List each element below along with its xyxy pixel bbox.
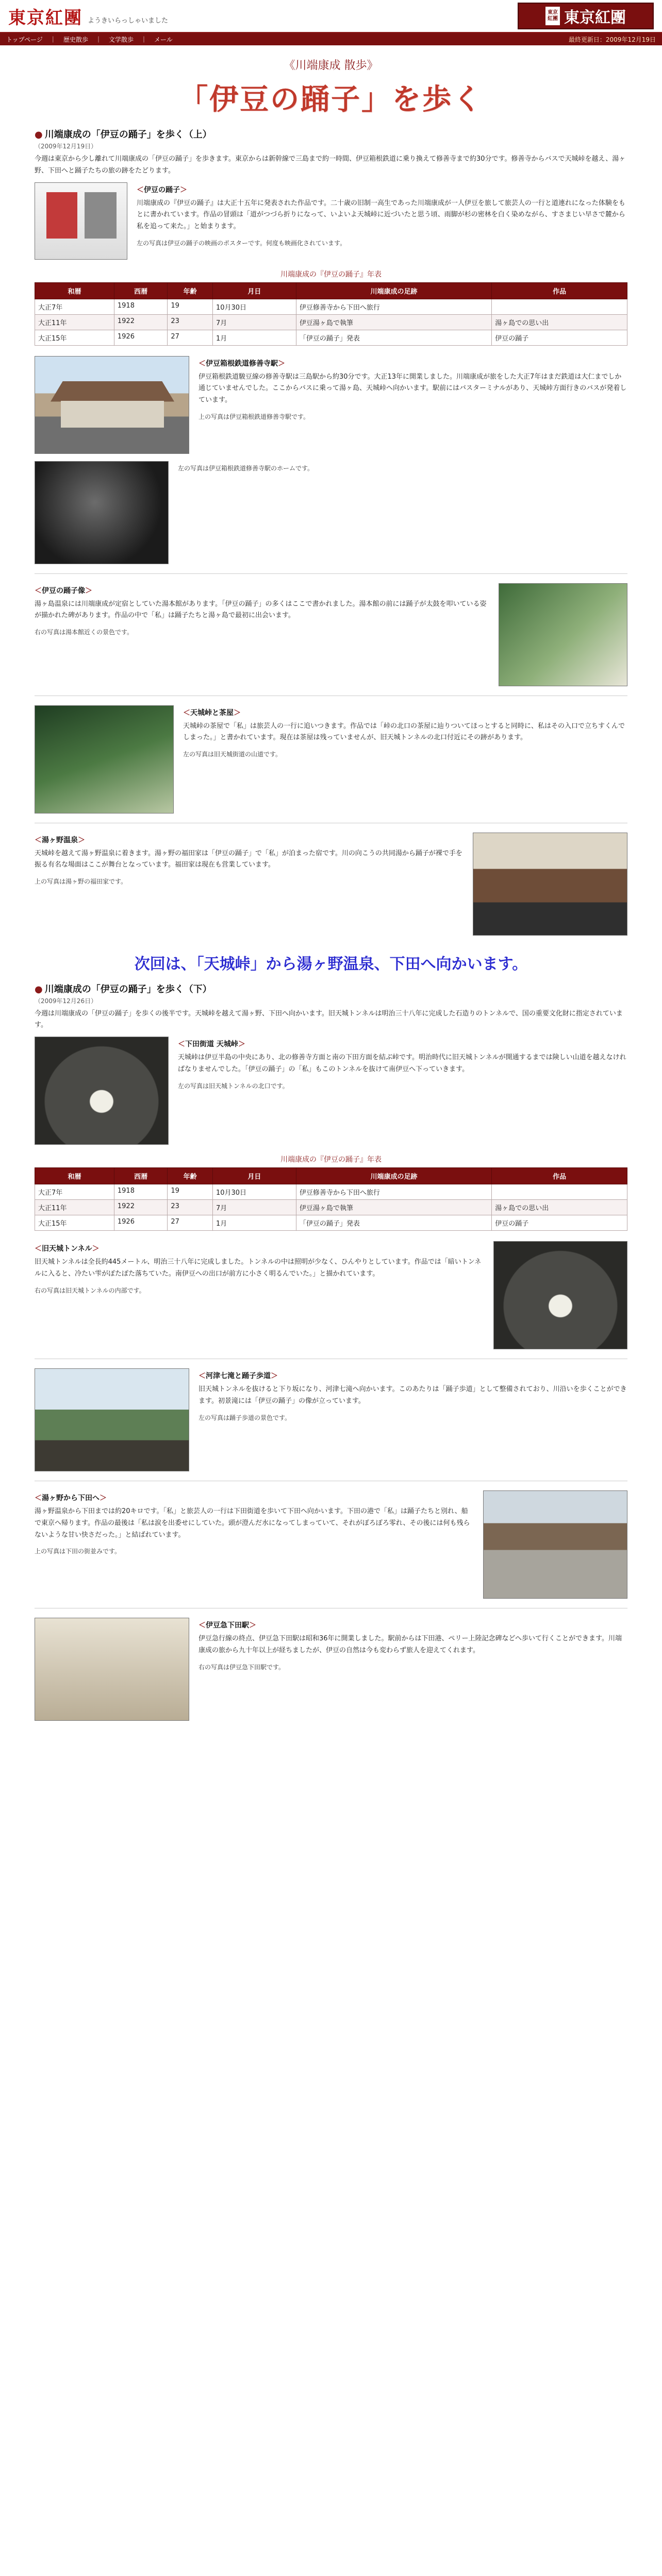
table-row: 大正15年 1926 27 1月 「伊豆の踊子」発表 伊豆の踊子 [35,330,627,345]
site-logo[interactable]: 東京紅團 [8,7,82,28]
yugano-label: ＜伊豆の踊子像＞ [35,586,92,595]
shimoda-note: 上の写真は下田の街並みです。 [35,1548,121,1555]
nav-bar: トップページ ｜ 歴史散歩 ｜ 文学散歩 ｜ メール 最終更新日：2009年12月19日 [0,33,662,45]
yugano-row [35,583,627,686]
poster-label: ＜伊豆の踊子＞ [137,185,187,194]
bullet-icon: ● [35,984,43,995]
platform-note: 左の写真は伊豆箱根鉄道修善寺駅のホームです。 [178,464,314,472]
port-row [35,1618,627,1721]
shimoda-photo[interactable] [483,1490,627,1599]
table-row: 大正7年 1918 19 10月30日 伊豆修善寺から下田へ旅行 [35,299,627,314]
main-content [35,45,627,1721]
article2-heading: ● 川端康成の「伊豆の踊子」を歩く（下） [35,984,212,995]
logo-box-text: 東京紅團 [564,9,626,27]
tunnel-a-row [35,705,627,814]
station-text: 伊豆箱根鉄道駿豆線の修善寺駅は三島駅から約30分です。大正13年に開業しました。川端康成が旅をした大正7年はまだ鉄道は大仁までしか通じていませんでした。ここからバスに乗って湯ヶ島、天城峠へ向かいます。駅前にはバスターミナルがあり、天城峠方面行きのバスが発着しています。 [198,372,627,404]
table2-col-work: 作品 [492,1168,627,1184]
bullet-icon: ● [35,129,43,140]
port-text: 伊豆急行線の終点、伊豆急下田駅は昭和36年に開業しました。駅前からは下田港、ペリー上陸記念碑などへ歩いて行くことができます。川端康成の旅から九十年以上が経ちましたが、伊豆の自然は今も変わらず旅人を迎えてくれます。 [198,1635,622,1654]
table2-caption: 川端康成の『伊豆の踊子』年表 [280,1156,382,1164]
nav-item-history[interactable]: 歴史散歩 [63,36,88,43]
port-note: 右の写真は伊豆急下田駅です。 [198,1663,285,1671]
next-episode-title: 次回は、「天城峠」から湯ヶ野温泉、下田へ向かいます。 [134,955,528,973]
chronology-table-1 [35,282,627,346]
article1-intro: 今週は東京から少し離れて川端康成の「伊豆の踊子」を歩きます。東京からは新幹線で三島まで約一時間、伊豆箱根鉄道に乗り換えて修善寺まで約30分です。修善寺からバスで天城峠を越え、湯ヶ野、下田へと踊子たちの旅の跡をたどります。 [35,155,626,175]
site-header [0,0,662,33]
kyu-tunnel-photo[interactable] [493,1241,627,1349]
shimoda-label: ＜湯ヶ野から下田へ＞ [35,1494,107,1502]
kawazu-text: 旧天城トンネルを抜けると下り坂になり、河津七滝へ向かいます。このあたりは「踊子歩道」として整備されており、川沿いを歩くことができます。初景滝には「伊豆の踊子」の像が立っています。 [198,1385,627,1405]
port-photo[interactable] [35,1618,189,1721]
mountain-path-photo[interactable] [35,705,174,814]
series-title: 《川端康成 散歩》 [284,59,378,72]
inn-text: 天城峠を越えて湯ヶ野温泉に着きます。湯ヶ野の福田家は「伊豆の踊子」で「私」が泊まった宿です。川の向こうの共同湯から踊子が裸で手を振る有名な場面はここが舞台となっています。福田家は現在も営業しています。 [35,849,462,869]
table1-col-work: 作品 [492,282,627,299]
amagi-tunnel-photo[interactable] [35,1037,169,1145]
table1-col-trail: 川端康成の足跡 [296,282,491,299]
station-row [35,356,627,454]
table2-col-age: 年齢 [168,1168,213,1184]
kawazu-row [35,1368,627,1471]
inn-label: ＜湯ヶ野温泉＞ [35,836,85,844]
tunnel-a-label: ＜天城峠と茶屋＞ [183,708,241,717]
poster-image[interactable] [35,182,127,260]
last-updated: 最終更新日：2009年12月19日 [568,36,656,43]
inn-row [35,833,627,936]
kawazu-note: 左の写真は踊子歩道の景色です。 [198,1414,291,1421]
page-title: 「伊豆の踊子」を歩く [179,82,483,116]
article1-heading: ● 川端康成の「伊豆の踊子」を歩く（上） [35,129,212,140]
article2-date: （2009年12月26日） [35,997,97,1005]
header-logo-box[interactable] [518,3,654,29]
yugano-text: 湯ヶ島温泉には川端康成が定宿としていた湯本館があります。「伊豆の踊子」の多くはここで書かれました。湯本館の前には踊子が太鼓を叩いている姿が描かれた碑があります。作品の中で「私」は踊子たちと湯ヶ島で最初に出会います。 [35,600,487,620]
shimoda-text: 湯ヶ野温泉から下田までは約20キロです。「私」と旅芸人の一行は下田街道を歩いて下田へ向かいます。下田の港で「私」は踊子たちと別れ、船で東京へ帰ります。作品の最後は「私は涙を出委せにしていた。頭が澄んだ水になってしまっていて、それがぽろぽろ零れ、その後には何も残らないような甘い快さだった。」と結ばれています。 [35,1507,470,1539]
table1-col-age: 年齢 [168,282,213,299]
table1-col-date: 月日 [212,282,296,299]
nav-item-top[interactable]: トップページ [6,36,43,43]
table2-col-trail: 川端康成の足跡 [296,1168,491,1184]
inn-note: 上の写真は湯ヶ野の福田家です。 [35,878,127,885]
table-row: 大正11年 1922 23 7月 伊豆湯ヶ島で執筆 湯ヶ島での思い出 [35,314,627,330]
poster-text: 川端康成の『伊豆の踊子』は大正十五年に発表された作品です。二十歳の旧制一高生であった川端康成が一人伊豆を旅して旅芸人の一行と道連れになった体験をもとに書かれています。作品の冒頭は「道がつづら折りになって、いよいよ天城峠に近づいたと思う頃、雨脚が杉の密林を白く染めながら、すさまじい早さで麓から私を追って来た。」と始まります。 [137,199,625,230]
amagi-note: 左の写真は旧天城トンネルの北口です。 [178,1082,289,1090]
table1-caption: 川端康成の『伊豆の踊子』年表 [280,270,382,279]
kawazu-label: ＜河津七滝と踊子歩道＞ [198,1372,278,1380]
inn-photo[interactable] [473,833,627,936]
platform-photo[interactable] [35,461,169,564]
kyu-row [35,1241,627,1349]
table2-col-date: 月日 [212,1168,296,1184]
station-photo[interactable] [35,356,189,454]
station-note: 上の写真は伊豆箱根鉄道修善寺駅です。 [198,413,310,420]
nav-item-literature[interactable]: 文学散歩 [108,36,134,43]
station-label: ＜伊豆箱根鉄道修善寺駅＞ [198,359,285,368]
logo-badge: 東京紅團 [545,7,560,25]
table2-col-era: 和暦 [35,1168,114,1184]
amagi-label: ＜下田街道 天城峠＞ [178,1040,245,1048]
table-row: 大正15年 1926 27 1月 「伊豆の踊子」発表 伊豆の踊子 [35,1215,627,1231]
table-row: 大正7年 1918 19 10月30日 伊豆修善寺から下田へ旅行 [35,1184,627,1200]
yugano-note: 右の写真は湯本館近くの景色です。 [35,629,134,636]
article1-date: （2009年12月19日） [35,143,97,150]
platform-row [35,461,627,564]
table-row: 大正11年 1922 23 7月 伊豆湯ヶ島で執筆 湯ヶ島での思い出 [35,1200,627,1215]
site-tagline: ようきいらっしゃいました [88,16,169,25]
port-label: ＜伊豆急下田駅＞ [198,1621,256,1630]
yugano-photo[interactable] [499,583,627,686]
poster-row [35,182,627,260]
nav-item-mail[interactable]: メール [154,36,173,43]
amagi-row [35,1037,627,1145]
kyu-note: 右の写真は旧天城トンネルの内部です。 [35,1286,145,1294]
table1-col-era: 和暦 [35,282,114,299]
chronology-table-2 [35,1167,627,1231]
table2-col-year: 西暦 [114,1168,167,1184]
tunnel-a-note: 左の写真は旧天城街道の山道です。 [183,751,282,758]
shimoda-row [35,1490,627,1599]
amagi-text: 天城峠は伊豆半島の中央にあり、北の修善寺方面と南の下田方面を結ぶ峠です。明治時代に旧天城トンネルが開通するまでは険しい山道を越えなければなりませんでした。「伊豆の踊子」の「私」もこのトンネルを抜けて南伊豆へ下っていきます。 [178,1054,626,1073]
article2-intro: 今週は川端康成の「伊豆の踊子」を歩くの後半です。天城峠を越えて湯ヶ野、下田へ向かいます。旧天城トンネルは明治三十八年に完成した石造りのトンネルで、国の重要文化財に指定されています。 [35,1009,623,1029]
kyu-label: ＜旧天城トンネル＞ [35,1245,100,1253]
poster-note: 左の写真は伊豆の踊子の映画のポスターです。何度も映画化されています。 [137,239,346,247]
tunnel-a-text: 天城峠の茶屋で「私」は旅芸人の一行に追いつきます。作品では「峠の北口の茶屋に辿りついてほっとすると同時に、私はその入口で立ちすくんでしまった。」と書かれています。現在は茶屋は残っていませんが、旧天城トンネルの北口付近にその跡があります。 [183,722,625,742]
kyu-text: 旧天城トンネルは全長約445メートル、明治三十八年に完成しました。トンネルの中は照明が少なく、ひんやりとしています。作品では「暗いトンネルに入ると、冷たい雫がぽたぽた落ちていた。南伊豆への出口が前方に小さく明るんでいた。」と描かれています。 [35,1258,482,1278]
kawazu-photo[interactable] [35,1368,189,1471]
table1-col-year: 西暦 [114,282,167,299]
